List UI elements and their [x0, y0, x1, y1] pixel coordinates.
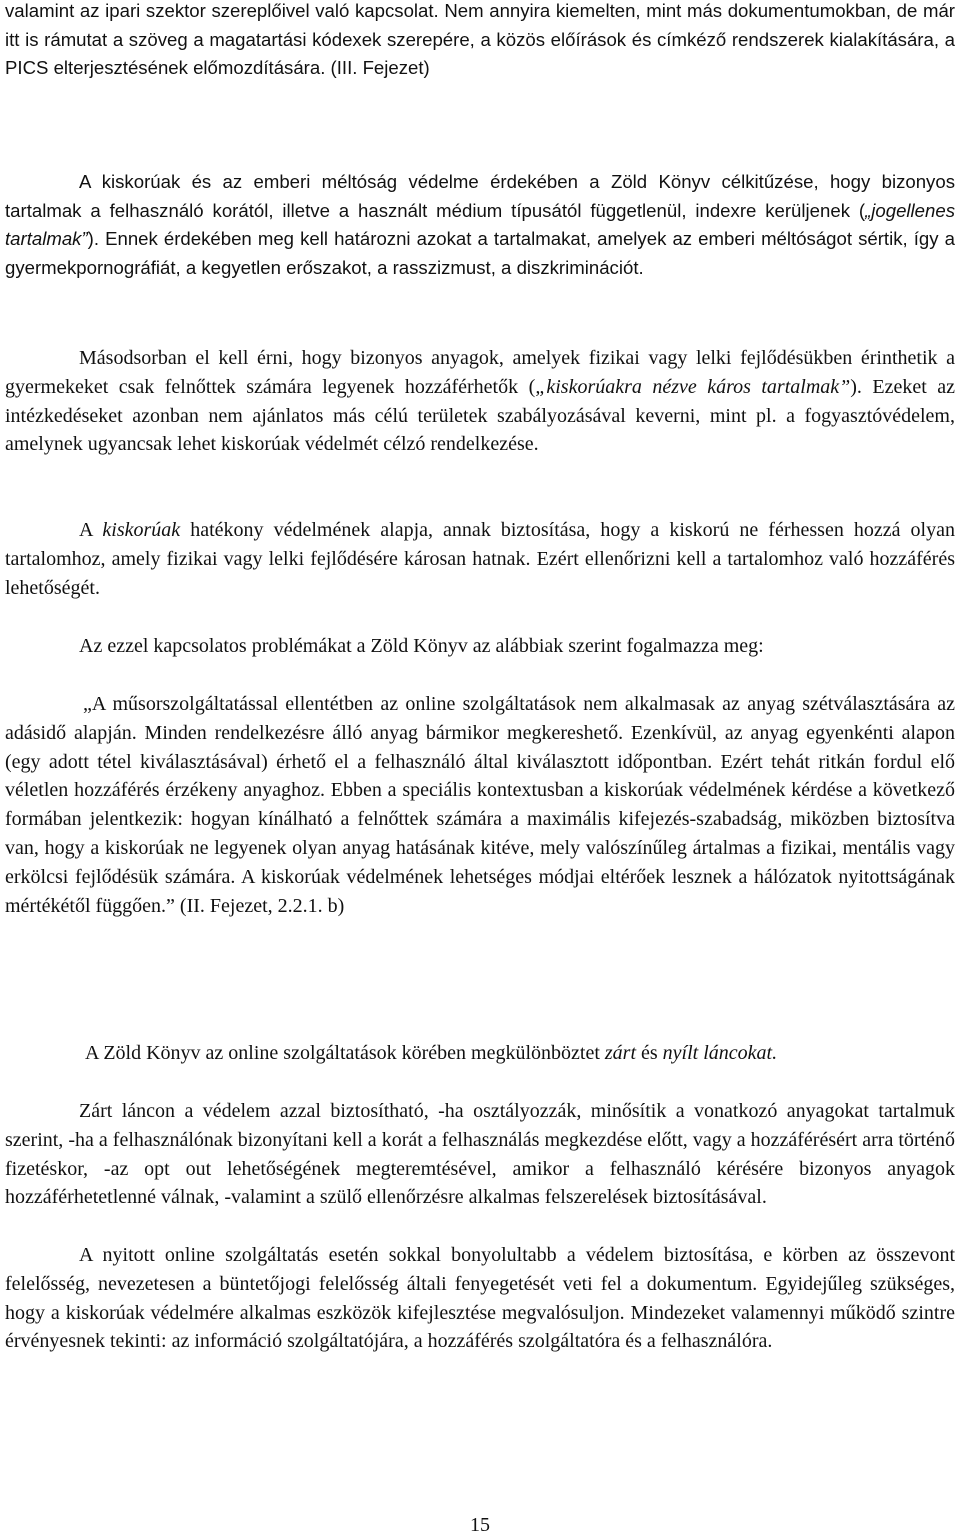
paragraph-protection-basis	[5, 516, 955, 602]
text: ). Ennek érdekében meg kell határozni azokat a tartalmakat, amelyek az emberi méltóságot sértik, így a gyermekpornográfiát, a kegyetlen erőszakot, a rasszizmust, a diszkriminációt.	[5, 228, 955, 278]
paragraph-illegal-content	[5, 168, 955, 282]
text: A	[79, 519, 103, 541]
italic-term: kiskorúak	[102, 519, 181, 541]
paragraph-harmful-content	[5, 344, 955, 459]
paragraph-green-paper-quote	[5, 690, 955, 920]
text: és	[636, 1042, 663, 1064]
paragraph-intro-continuation	[5, 0, 955, 83]
text: Az ezzel kapcsolatos problémákat a Zöld Könyv az alábbiak szerint fogalmazza meg:	[79, 635, 764, 657]
text: A nyitott online szolgáltatás esetén sokkal bonyolultabb a védelem biztosítása, e körben az összevont felelősség, nevezetesen a büntetőjogi felelősség általi fenyegetését veti fel a dokumentum. Egyidejűleg szükséges, hogy a kiskorúak védelmére alkalmas eszközök kifejlesztése megvalósuljon. Mindezeket valamennyi működő szintre érvényesnek tekinti: az információ szolgáltatójára, a hozzáférés szolgáltatóra és a felhasználóra.	[5, 1244, 955, 1353]
paragraph-open-service	[5, 1241, 955, 1356]
text: Másodsorban el kell érni, hogy bizonyos anyagok, amelyek fizikai vagy lelki fejlődésükben érinthetik a gyermekeket csak felnőttek számára legyenek hozzáférhetők (	[5, 347, 955, 398]
italic-term: zárt	[604, 1042, 636, 1064]
text: Zárt láncon a védelem azzal biztosítható, -ha osztályozzák, minősítik a vonatkozó anyagokat tartalmuk szerint, -ha a felhasználónak bizonyítani kell a korát a felhasználás megkezdése előtt, vagy a hozzáférésért arra történő fizetéskor, -az opt out lehetőségének megteremtésével, amikor a felhasználó kérésére bizonyos anyagok hozzáférhetetlenné válnak, -valamint a szülő ellenőrzésre alkalmas felszerelések biztosításával.	[5, 1100, 955, 1209]
paragraph-closed-chain	[5, 1097, 955, 1212]
text: ). Ezeket az intézkedéseket azonban nem ajánlatos más célú területek szabályozásával keverni, mint pl. a fogyasztóvédelem, amelynek ugyancsak lehet kiskorúak védelmét célzó rendelkezése.	[5, 375, 955, 456]
paragraph-chains	[5, 1039, 955, 1068]
text: A kiskorúak és az emberi méltóság védelme érdekében a Zöld Könyv célkitűzése, hogy bizonyos tartalmak a felhasználó korától, illetve a használt médium típusától függetlenül, indexre kerüljenek (	[5, 171, 955, 221]
page-number: 15	[470, 1514, 490, 1536]
paragraph-problems-intro	[5, 632, 955, 661]
text: A Zöld Könyv az online szolgáltatások körében megkülönböztet	[85, 1042, 605, 1064]
italic-term: nyílt láncokat.	[662, 1042, 778, 1064]
text: hatékony védelmének alapja, annak biztosítása, hogy a kiskorú ne férhessen hozzá olyan tartalomhoz, amely fizikai vagy lelki fejlődésére károsan hatnak. Ezért ellenőrizni kell a tartalomhoz való hozzáférés lehetőségét.	[5, 519, 955, 599]
text: „A műsorszolgáltatással ellentétben az online szolgáltatások nem alkalmasak az anyag szétválasztására az adásidő alapján. Minden rendelkezésre álló anyag bármikor megkereshető. Ezenkívül, az anyag egyenkénti alapon (egy adott tétel kiválasztásával) érhető el a felhasználó által kiválasztott időpontban. Ezért tehát ritkán fordul elő véletlen hozzáférés érzékeny anyaghoz. Ebben a speciális kontextusban a kiskorúak védelmének kérdése a következő formában jelentkezik: hogyan kínálható a felnőttek számára a maximális kifejezés-szabadság, miközben biztosítva van, hogy a kiskorúak ne legyenek olyan anyag hatásának kitéve, mely valószínűleg ártalmas a fizikai, mentális vagy erkölcsi fejlődésük számára. A kiskorúak védelmének lehetséges módjai eltérőek lesznek a hálózatok nyitottságának mértékétől függően.” (II. Fejezet, 2.2.1. b)	[5, 693, 955, 917]
italic-term: „jogellenes tartalmak”	[5, 199, 955, 249]
italic-term: „kiskorúakra nézve káros tartalmak”	[535, 375, 851, 398]
text: valamint az ipari szektor szereplőivel való kapcsolat. Nem annyira kiemelten, mint más dokumentumokban, de már itt is rámutat a szöveg a magatartási kódexek szerepére, a közös előírások és címkéző rendszerek kialakítására, a PICS elterjesztésének előmozdítására. (III. Fejezet)	[5, 0, 955, 78]
